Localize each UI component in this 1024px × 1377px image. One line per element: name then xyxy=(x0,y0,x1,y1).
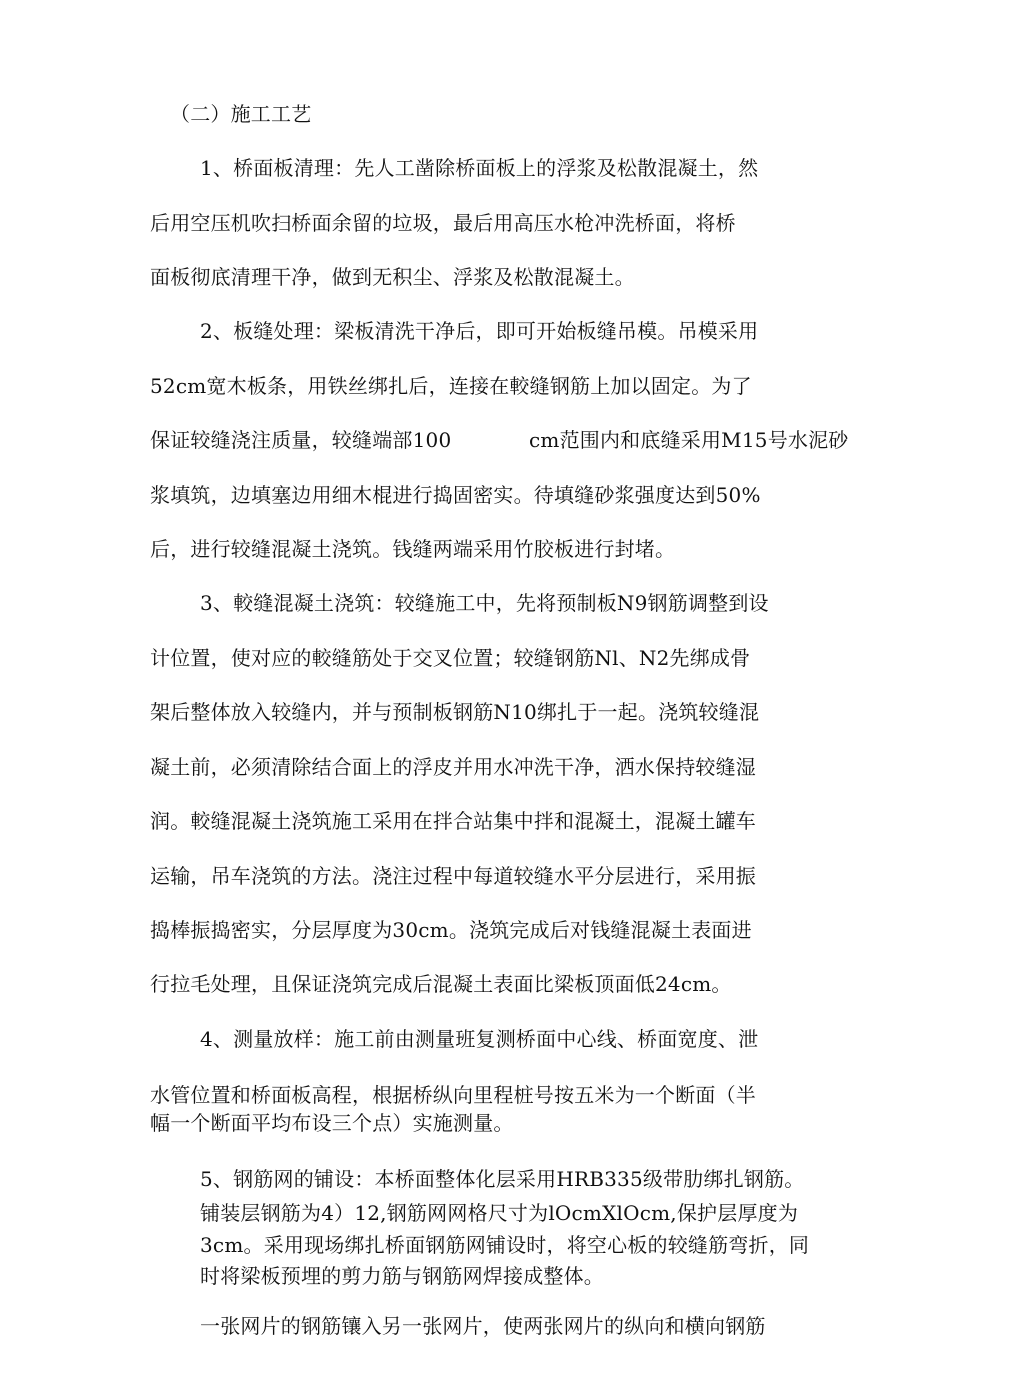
p4-line-3: 幅一个断面平均布设三个点）实施测量。 xyxy=(150,1111,514,1135)
p3-line-8: 行拉毛处理，且保证浇筑完成后混凝土表面比梁板顶面低24cm。 xyxy=(150,972,732,996)
p3-line-3: 架后整体放入较缝内，并与预制板钢筋N10绑扎于一起。浇筑较缝混 xyxy=(150,700,760,724)
p5-line-4: 时将梁板预埋的剪力筋与钢筋网焊接成整体。 xyxy=(200,1264,604,1288)
p5-line-2: 铺装层钢筋为4）12,钢筋网网格尺寸为lOcmXlOcm,保护层厚度为 xyxy=(200,1201,799,1225)
p2-line-2: 52cm宽木板条，用铁丝绑扎后，连接在較缝钢筋上加以固定。为了 xyxy=(150,374,752,398)
p3-line-6: 运输，吊车浇筑的方法。浇注过程中每道较缝水平分层进行，采用振 xyxy=(150,864,756,888)
p2-line-3b: cm范围内和底缝采用M15号水泥砂 xyxy=(529,428,849,452)
p2-line-5: 后，进行较缝混凝土浇筑。钱缝两端采用竹胶板进行封堵。 xyxy=(150,537,676,561)
p5-line-1: 5、钢筋网的铺设：本桥面整体化层采用HRB335级带肋绑扎钢筋。 xyxy=(200,1167,805,1191)
p5-line-3: 3cm。采用现场绑扎桥面钢筋网铺设时，将空心板的较缝筋弯折，同 xyxy=(200,1233,810,1257)
p4-line-2: 水管位置和桥面板高程，根据桥纵向里程桩号按五米为一个断面（半 xyxy=(150,1083,756,1107)
p2-line-1: 2、板缝处理：梁板清洗干净后，即可开始板缝吊模。吊模采用 xyxy=(200,319,759,343)
p3-line-2: 计位置，使对应的較缝筋处于交叉位置；较缝钢筋Nl、N2先绑成骨 xyxy=(150,646,751,670)
p1-line-3: 面板彻底清理干净，做到无积尘、浮浆及松散混凝土。 xyxy=(150,265,635,289)
p1-line-1: 1、桥面板清理：先人工凿除桥面板上的浮浆及松散混凝土，然 xyxy=(200,156,759,180)
p3-line-4: 凝土前，必须清除结合面上的浮皮并用水冲洗干净，洒水保持较缝湿 xyxy=(150,755,756,779)
p2-line-4: 浆填筑，边填塞边用细木棍进行捣固密实。待填缝砂浆强度达到50% xyxy=(150,483,761,507)
p6-line-1: 一张网片的钢筋镶入另一张网片，使两张网片的纵向和横向钢筋 xyxy=(200,1314,766,1338)
p3-line-1: 3、較缝混凝土浇筑：较缝施工中，先将预制板N9钢筋调整到设 xyxy=(200,591,769,615)
p4-line-1: 4、测量放样：施工前由测量班复测桥面中心线、桥面宽度、泄 xyxy=(200,1027,759,1051)
p1-line-2: 后用空压机吹扫桥面余留的垃圾，最后用高压水枪冲洗桥面，将桥 xyxy=(150,211,736,235)
p3-line-5: 润。較缝混凝土浇筑施工采用在拌合站集中拌和混凝土，混凝土罐车 xyxy=(150,809,756,833)
section-heading: （二）施工工艺 xyxy=(170,102,312,126)
p2-line-3a: 保证较缝浇注质量，较缝端部100 xyxy=(150,428,452,452)
p3-line-7: 捣棒振捣密实，分层厚度为30cm。浇筑完成后对钱缝混凝土表面进 xyxy=(150,918,752,942)
